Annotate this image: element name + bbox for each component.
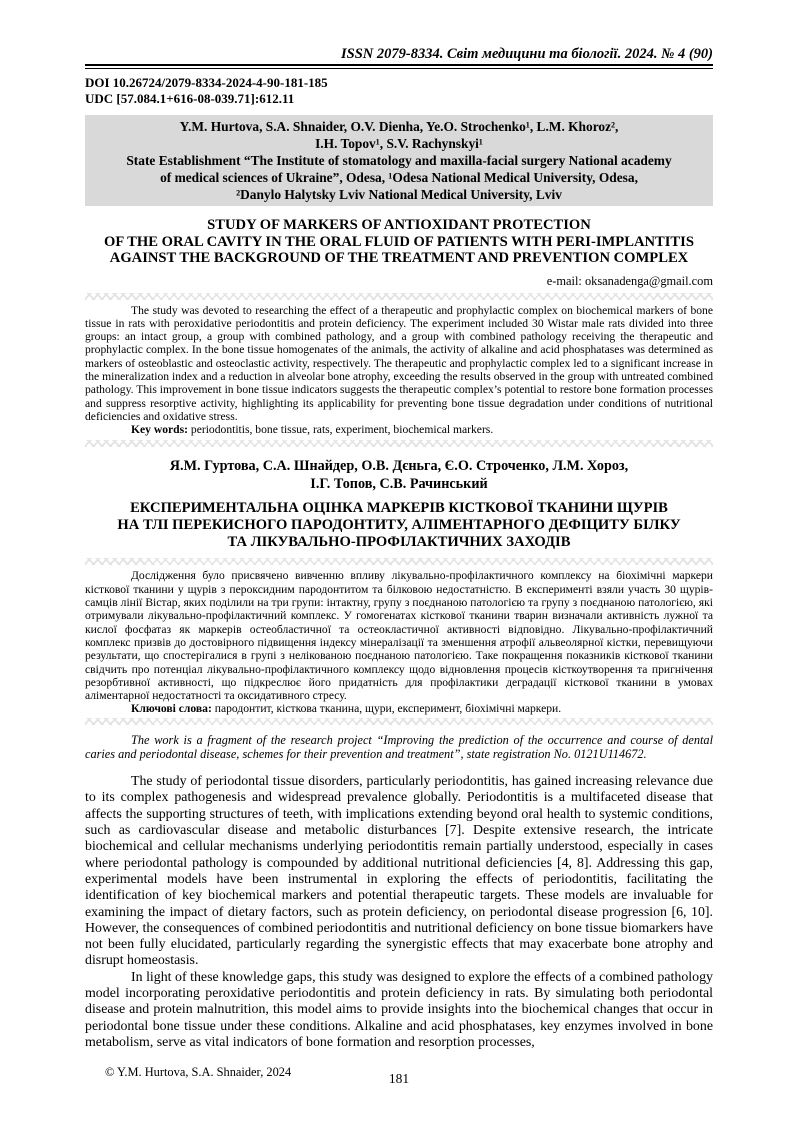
udc-line: UDC [57.084.1+616-08-039.71]:612.11 xyxy=(85,90,295,106)
authors-affiliations-en xyxy=(85,115,713,206)
affiliation-line-1: State Establishment “The Institute of stomatology and maxilla-facial surgery National academy xyxy=(126,153,672,168)
body-paragraph-2: In light of these knowledge gaps, this study was designed to explore the effects of a combined pathology model incorporating peroxidative periodontitis and protein deficiency in rats. By simulating both periodontal disease and protein malnutrition, this model aims to provide insights into the biochemical changes that occur in periodontal bone tissue under these conditions. Alkaline and acid phosphatases, key enzymes involved in bone metabolism, serve as vital indicators of bone formation and resorption processes, xyxy=(85,969,713,1050)
zigzag-divider xyxy=(85,558,713,565)
journal-issn-header: ISSN 2079-8334. Світ медицини та біології. 2024. № 4 (90) xyxy=(341,46,713,62)
abstract-en xyxy=(85,304,713,437)
abstract-ua-text: Дослідження було присвячено вивченню впливу лікувально-профілактичного комплексу на біохімічні маркери кісткової тканини у щурів з пероксидним пародонтитом та білковою недостатністю. В експерименті взяли участь 30 щурів-самців лінії Вістар, яких поділили на три групи: інтактну, групу з поєднаною патологією та групу з поєднаною патологією, які отримували лікувально-профілактичний комплекс. У гомогенатах кісткової тканини тварин визначали активність лужної та кислої фосфатаз як маркерів остеобластичної та остеокластичної активності відповідно. Лікувально-профілактичний комплекс призвів до достовірного підвищення індексу мінералізації та зменшення атрофії альвеолярної кістки, перевищуючи результати, що спостерігалися в групі з нелікованою поєднаною патологією. Таке покращення показників кісткової тканини свідчить про потенціал лікувально-профілактичного комплексу щодо відновлення процесів кісткоутворення та пригнічення резорбтивної активності, що підкреслює його придатність для профілактики деградації кісткової тканини в умовах аліментарної недостатності та оксидативного стресу. xyxy=(85,569,713,703)
authors-en-line-1: Y.M. Hurtova, S.A. Shnaider, O.V. Dienha, Ye.O. Strochenko¹, L.M. Khoroz², xyxy=(179,119,619,134)
authors-ua-line-1: Я.М. Гуртова, С.А. Шнайдер, О.В. Дєньга, Є.О. Строченко, Л.М. Хороз, xyxy=(169,458,629,475)
body-paragraph-1: The study of periodontal tissue disorders, particularly periodontitis, has gained increasing relevance due to its complex pathogenesis and widespread prevalence globally. Periodontitis is a multifaceted disease that affects the supporting structures of teeth, with implications extending beyond oral health to systemic conditions, such as cardiovascular disease and metabolic disturbances [7]. Despite extensive research, the intricate biochemical and cellular mechanisms underlying periodontitis remain partially understood, especially in cases where periodontal pathology is compounded by additional nutritional deficiencies [4, 8]. Addressing this gap, experimental models have been instrumental in exploring the effects of periodontitis, facilitating the identification of key biochemical markers and potential therapeutic targets. These models are invaluable for examining the impact of dietary factors, such as protein deficiency, on periodontal disease progression [6, 10]. However, the consequences of combined periodontitis and nutritional deficiency on bone tissue biomarkers have not been fully elucidated, particularly regarding the synergistic effects that may exacerbate bone atrophy and disrupt homeostasis. xyxy=(85,774,713,969)
affiliation-line-3: ²Danylo Halytsky Lviv National Medical University, Lviv xyxy=(236,187,562,202)
doi-line: DOI 10.26724/2079-8334-2024-4-90-181-185 xyxy=(85,75,328,90)
copyright-line: © Y.M. Hurtova, S.A. Shnaider, 2024 xyxy=(105,1065,292,1080)
authors-ua-line-2: І.Г. Топов, С.В. Рачинський xyxy=(310,476,488,493)
keywords-ua xyxy=(85,702,713,715)
contact-email: e-mail: oksanadenga@gmail.com xyxy=(546,273,713,288)
abstract-ua xyxy=(85,569,713,715)
research-project-note: The work is a fragment of the research project “Improving the prediction of the occurrence and course of dental caries and periodontal disease, schemes for their prevention and treatment”, state registration No. 0121U114672. xyxy=(85,732,713,761)
keywords-ua-label: Ключові слова: xyxy=(131,702,212,716)
title-ua-line-3: ТА ЛІКУВАЛЬНО-ПРОФІЛАКТИЧНИХ ЗАХОДІВ xyxy=(227,534,571,551)
article-body xyxy=(85,774,713,1051)
keywords-en xyxy=(85,423,713,436)
authors-en-line-2: I.H. Topov¹, S.V. Rachynskyi¹ xyxy=(315,136,483,151)
authors-ua xyxy=(85,457,713,493)
page-footer xyxy=(85,1065,713,1095)
keywords-en-list: periodontitis, bone tissue, rats, experiment, biochemical markers. xyxy=(188,423,494,437)
title-en-line-1: STUDY OF MARKERS OF ANTIOXIDANT PROTECTION xyxy=(207,217,591,233)
zigzag-divider xyxy=(85,718,713,725)
article-title-ua xyxy=(85,500,713,551)
keywords-ua-list: пародонтит, кісткова тканина, щури, експеримент, біохімічні маркери. xyxy=(211,702,562,716)
affiliation-line-2: of medical sciences of Ukraine”, Odesa, ¹Odesa National Medical University, Odesa, xyxy=(160,170,638,185)
title-en-line-3: AGAINST THE BACKGROUND OF THE TREATMENT AND PREVENTION COMPLEX xyxy=(109,250,689,266)
zigzag-divider xyxy=(85,293,713,300)
abstract-en-text: The study was devoted to researching the effect of a therapeutic and prophylactic complex on biochemical markers of bone tissue in rats with peroxidative periodontitis and protein deficiency. The experiment included 30 Wistar male rats divided into three groups: an intact group, a group with combined pathology, and a group with combined pathology receiving the therapeutic and prophylactic complex. In the bone tissue homogenates of the animals, the activity of alkaline and acid phosphatases was determined as markers of osteoblastic and osteoclastic activity, respectively. The therapeutic and prophylactic complex led to a significant increase in the mineralization index and a reduction in alveolar bone atrophy, exceeding the results observed in the group with untreated combined pathology. This improvement in bone tissue indicators suggests the therapeutic complex’s potential to restore bone formation processes and suppress resorptive activity, highlighting its applicability for preventing bone tissue degradation under conditions of nutritional deficiencies and oxidative stress. xyxy=(85,303,713,423)
keywords-en-label: Key words: xyxy=(131,423,188,437)
doi-udc-block xyxy=(85,75,713,106)
title-ua-line-2: НА ТЛІ ПЕРЕКИСНОГО ПАРОДОНТИТУ, АЛІМЕНТАРНОГО ДЕФІЦИТУ БІЛКУ xyxy=(117,517,681,534)
zigzag-divider xyxy=(85,440,713,447)
header-double-rule xyxy=(85,64,713,69)
article-title-en xyxy=(85,217,713,267)
title-en-line-2: OF THE ORAL CAVITY IN THE ORAL FLUID OF PATIENTS WITH PERI-IMPLANTITIS xyxy=(104,233,694,250)
page-number: 181 xyxy=(388,1071,410,1087)
title-ua-line-1: ЕКСПЕРИМЕНТАЛЬНА ОЦІНКА МАРКЕРІВ КІСТКОВОЇ ТКАНИНИ ЩУРІВ xyxy=(130,500,668,517)
